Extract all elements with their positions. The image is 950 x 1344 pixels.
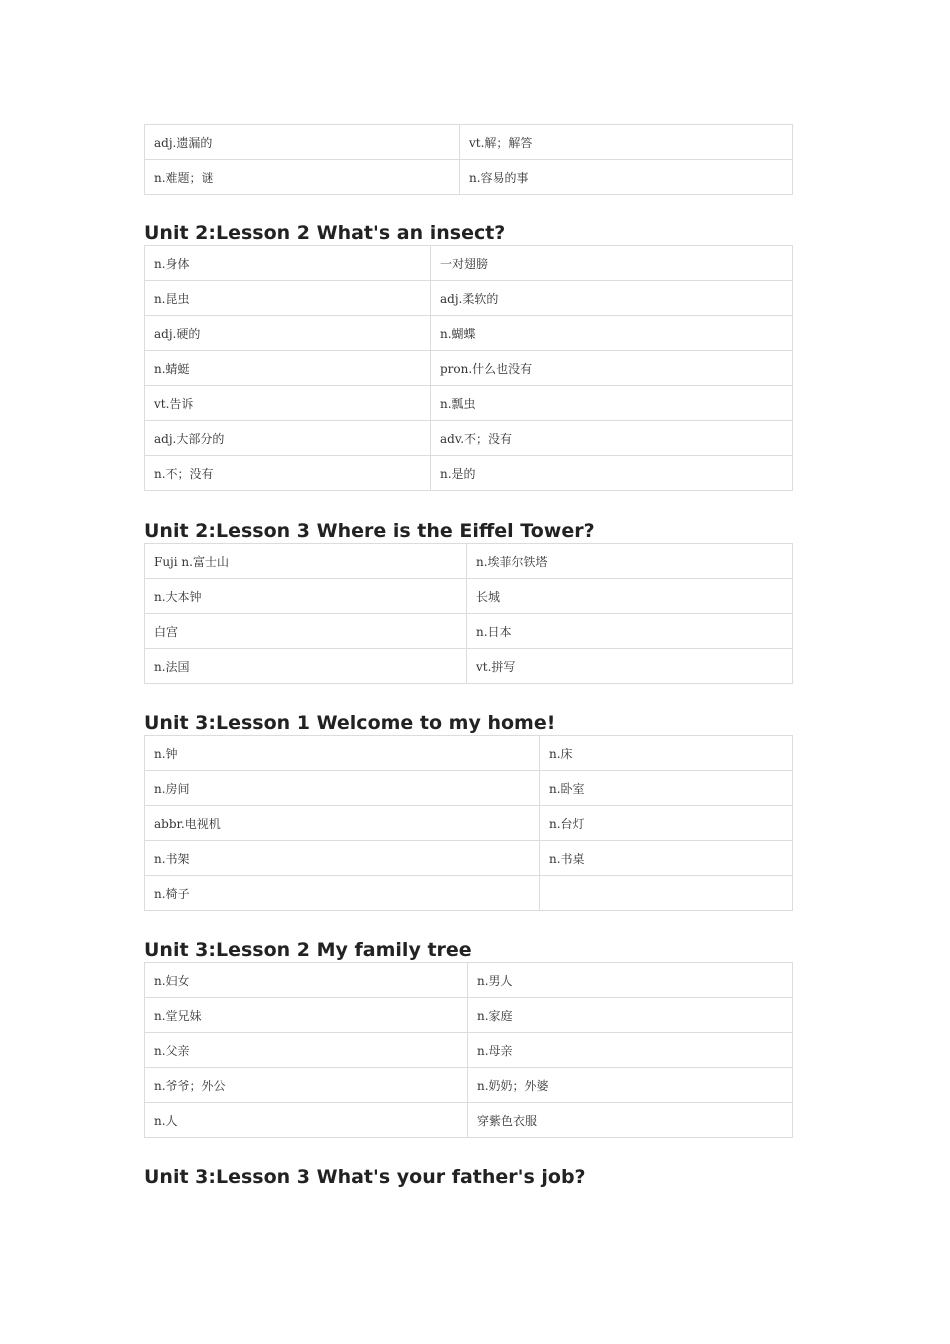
table-cell: n.难题；谜 (145, 160, 460, 195)
vocab-table (144, 245, 793, 491)
table-cell: n.大本钟 (145, 579, 467, 614)
vocab-table (144, 962, 793, 1138)
table-cell: abbr.电视机 (145, 806, 540, 841)
section-heading: Unit 2:Lesson 3 Where is the Eiffel Tower? (144, 520, 595, 542)
section-heading: Unit 3:Lesson 2 My family tree (144, 939, 472, 961)
table-cell: n.书桌 (540, 841, 793, 876)
table-cell: Fuji n.富士山 (145, 544, 467, 579)
table-cell: vt.解；解答 (460, 125, 793, 160)
vocab-section-4 (144, 938, 792, 1138)
table-cell: n.母亲 (468, 1033, 793, 1068)
table-cell: n.身体 (145, 246, 431, 281)
table-cell: n.容易的事 (460, 160, 793, 195)
table-row (145, 998, 793, 1033)
table-row (145, 386, 793, 421)
table-row (145, 876, 793, 911)
vocab-table (144, 124, 793, 195)
table-row (145, 841, 793, 876)
table-row (145, 806, 793, 841)
table-row (145, 351, 793, 386)
table-row (145, 963, 793, 998)
table-cell: n.钟 (145, 736, 540, 771)
table-row (145, 1103, 793, 1138)
table-cell: adj.硬的 (145, 316, 431, 351)
table-cell: pron.什么也没有 (431, 351, 793, 386)
table-cell: n.蝴蝶 (431, 316, 793, 351)
table-row (145, 421, 793, 456)
table-cell: n.埃菲尔铁塔 (467, 544, 793, 579)
table-cell (540, 876, 793, 911)
vocab-section-2 (144, 519, 792, 684)
table-cell: n.是的 (431, 456, 793, 491)
table-row (145, 649, 793, 684)
table-row (145, 246, 793, 281)
table-cell: n.爷爷；外公 (145, 1068, 468, 1103)
section-heading: Unit 3:Lesson 1 Welcome to my home! (144, 712, 556, 734)
table-row (145, 281, 793, 316)
section-heading: Unit 2:Lesson 2 What's an insect? (144, 222, 506, 244)
table-row (145, 1033, 793, 1068)
table-cell: n.法国 (145, 649, 467, 684)
table-row (145, 771, 793, 806)
table-cell: n.书架 (145, 841, 540, 876)
table-cell: vt.拼写 (467, 649, 793, 684)
table-cell: n.人 (145, 1103, 468, 1138)
table-row (145, 736, 793, 771)
table-row (145, 160, 793, 195)
table-cell: n.蜻蜓 (145, 351, 431, 386)
table-row (145, 316, 793, 351)
table-row (145, 614, 793, 649)
table-cell: n.床 (540, 736, 793, 771)
table-cell: 一对翅膀 (431, 246, 793, 281)
vocab-section-0 (144, 124, 792, 195)
table-cell: n.父亲 (145, 1033, 468, 1068)
table-row (145, 579, 793, 614)
table-cell: adj.柔软的 (431, 281, 793, 316)
table-cell: n.不；没有 (145, 456, 431, 491)
vocab-table (144, 735, 793, 911)
table-cell: n.奶奶；外婆 (468, 1068, 793, 1103)
table-cell: adj.大部分的 (145, 421, 431, 456)
table-cell: n.堂兄妹 (145, 998, 468, 1033)
table-cell: adj.遗漏的 (145, 125, 460, 160)
table-cell: n.日本 (467, 614, 793, 649)
table-cell: vt.告诉 (145, 386, 431, 421)
section-heading: Unit 3:Lesson 3 What's your father's job? (144, 1166, 586, 1188)
table-cell: n.瓢虫 (431, 386, 793, 421)
table-cell: n.房间 (145, 771, 540, 806)
vocab-section-1 (144, 221, 792, 491)
table-cell: n.妇女 (145, 963, 468, 998)
table-cell: n.卧室 (540, 771, 793, 806)
table-cell: 白宫 (145, 614, 467, 649)
table-row (145, 125, 793, 160)
table-row (145, 456, 793, 491)
table-row (145, 1068, 793, 1103)
table-cell: n.台灯 (540, 806, 793, 841)
table-cell: adv.不；没有 (431, 421, 793, 456)
table-cell: 长城 (467, 579, 793, 614)
table-cell: n.昆虫 (145, 281, 431, 316)
vocab-section-5 (144, 1165, 792, 1189)
vocab-section-3 (144, 711, 792, 911)
table-cell: n.家庭 (468, 998, 793, 1033)
table-cell: n.椅子 (145, 876, 540, 911)
table-cell: n.男人 (468, 963, 793, 998)
table-cell: 穿紫色衣服 (468, 1103, 793, 1138)
table-row (145, 544, 793, 579)
vocab-table (144, 543, 793, 684)
